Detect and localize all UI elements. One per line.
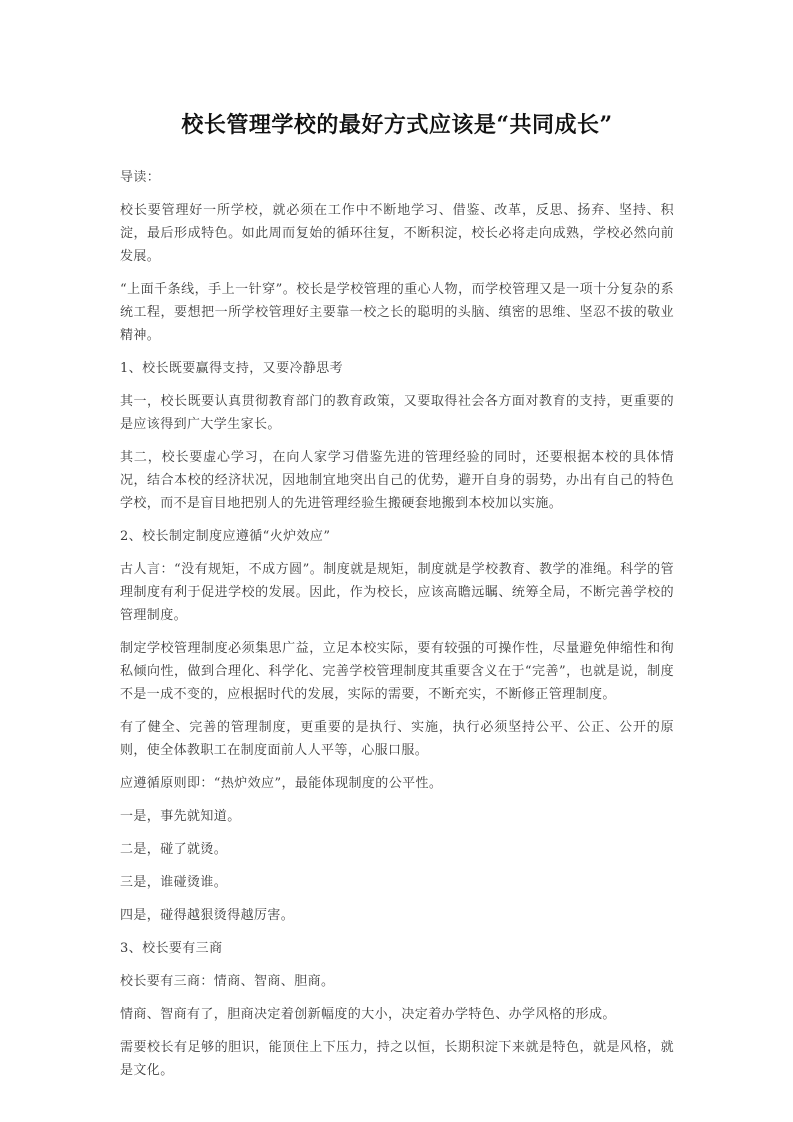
- paragraph: 应遵循原则即：“热炉效应”，最能体现制度的公平性。: [120, 776, 443, 791]
- paragraph: “上面千条线，手上一针穿”。校长是学校管理的重心人物，而学校管理又是一项十分复杂的系统工程，要想把一所学校管理好主要靠一校之长的聪明的头脑、缜密的思维、坚忍不拔的敬业精神。: [120, 282, 674, 343]
- paragraph: 需要校长有足够的胆识，能顶住上下压力，持之以恒，长期积淀下来就是特色，就是风格，就是文化。: [120, 1040, 674, 1078]
- paragraph: 其一，校长既要认真贯彻教育部门的教育政策，又要取得社会各方面对教育的支持，更重要的是应该得到广大学生家长。: [120, 394, 674, 432]
- paragraph: 情商、智商有了，胆商决定着创新幅度的大小，决定着办学特色、办学风格的形成。: [120, 1007, 616, 1022]
- paragraph: 导读：: [120, 170, 161, 185]
- paragraph: 古人言：“没有规矩，不成方圆”。制度就是规矩，制度就是学校教育、教学的准绳。科学的管理制度有利于促进学校的发展。因此，作为校长，应该高瞻远瞩、统筹全局，不断完善学校的管理制度。: [120, 562, 674, 623]
- paragraph: 一是，事先就知道。: [120, 809, 241, 824]
- document-body: [120, 166, 674, 1082]
- paragraph: 校长要管理好一所学校，就必须在工作中不断地学习、借鉴、改革，反思、扬弃、坚持、积淀，最后形成特色。如此周而复始的循环往复，不断积淀，校长必将走向成熟，学校必然向前发展。: [120, 203, 674, 264]
- paragraph: 三是，谁碰烫谁。: [120, 875, 228, 890]
- paragraph: 有了健全、完善的管理制度，更重要的是执行、实施，执行必须坚持公平、公正、公开的原则，使全体教职工在制度面前人人平等，心服口服。: [120, 720, 674, 758]
- section-heading: 1、校长既要赢得支持，又要冷静思考: [120, 361, 344, 376]
- paragraph: 其二，校长要虚心学习，在向人家学习借鉴先进的管理经验的同时，还要根据本校的具体情况，结合本校的经济状况，因地制宜地突出自己的优势，避开自身的弱势，办出有自己的特色学校，而不是盲目地把别人的先进管理经验生搬硬套地搬到本校加以实施。: [120, 450, 674, 511]
- paragraph: 二是，碰了就烫。: [120, 842, 228, 857]
- document-page: [120, 110, 674, 1092]
- paragraph: 校长要有三商：情商、智商、胆商。: [120, 974, 335, 989]
- paragraph: 四是，碰得越狠烫得越厉害。: [120, 908, 295, 923]
- section-heading: 3、校长要有三商: [120, 941, 223, 956]
- paragraph: 制定学校管理制度必须集思广益，立足本校实际，要有较强的可操作性，尽量避免伸缩性和徇私倾向性，做到合理化、科学化、完善学校管理制度其重要含义在于“完善”，也就是说，制度不是一成不变的，应根据时代的发展，实际的需要，不断充实，不断修正管理制度。: [120, 641, 674, 702]
- document-title: 校长管理学校的最好方式应该是“共同成长”: [181, 112, 613, 138]
- section-heading: 2、校长制定制度应遵循“火炉效应”: [120, 529, 331, 544]
